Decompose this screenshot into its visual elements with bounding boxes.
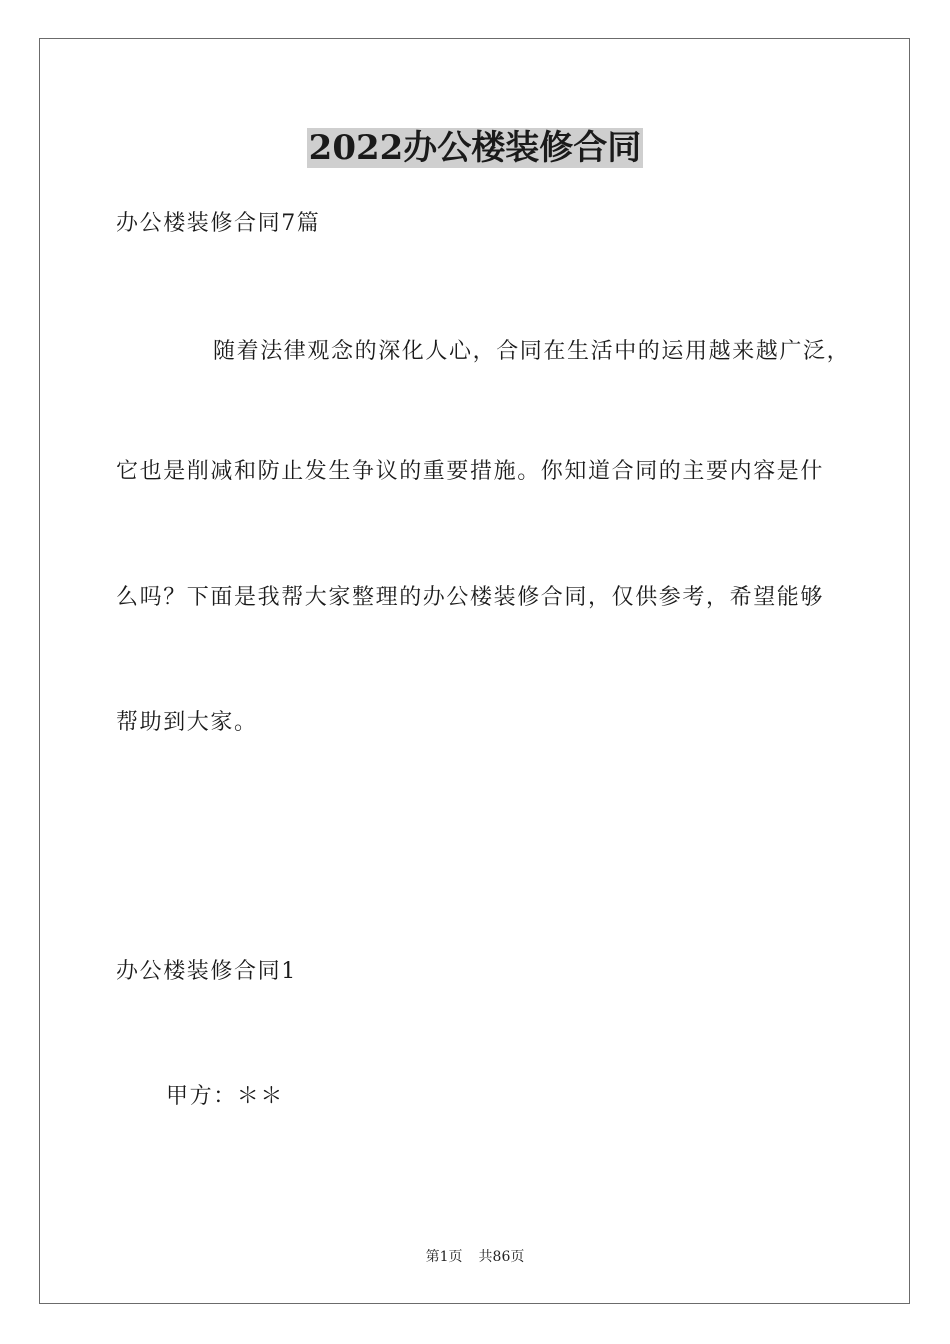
intro-line-3: 么吗？下面是我帮大家整理的办公楼装修合同，仅供参考，希望能够 — [116, 585, 825, 610]
page-footer — [0, 1247, 950, 1267]
document-title — [0, 126, 950, 170]
page-number: 第1页 — [425, 1249, 463, 1265]
section-heading: 办公楼装修合同1 — [116, 959, 297, 984]
intro-line-4: 帮助到大家。 — [116, 710, 258, 735]
intro-line-2: 它也是削减和防止发生争议的重要措施。你知道合同的主要内容是什 — [116, 459, 825, 484]
document-title-text: 2022办公楼装修合同 — [308, 128, 642, 168]
document-subtitle: 办公楼装修合同7篇 — [116, 211, 321, 236]
party-a-line: 甲方：＊＊ — [166, 1084, 285, 1109]
page-total: 共86页 — [478, 1249, 525, 1265]
intro-line-1: 随着法律观念的深化人心，合同在生活中的运用越来越广泛， — [213, 339, 851, 364]
